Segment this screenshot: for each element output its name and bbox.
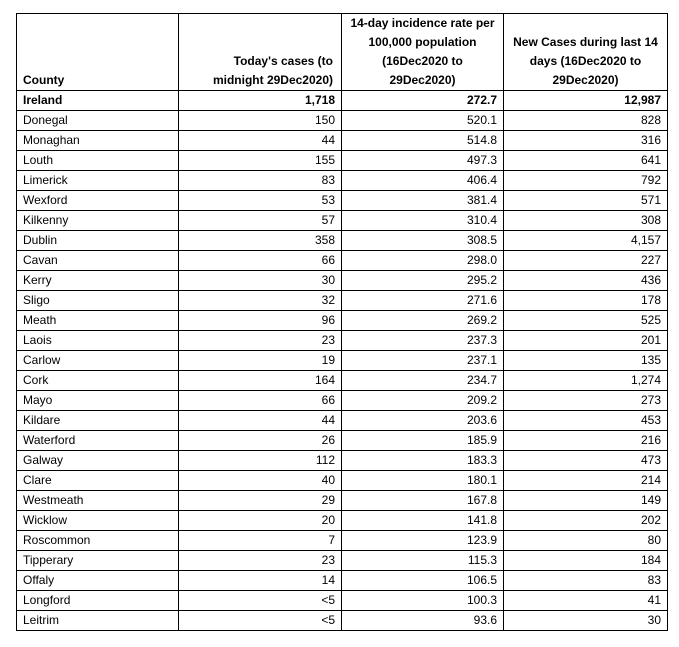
cell-county: Offaly (17, 571, 179, 591)
cell-incidence-rate: 234.7 (342, 371, 504, 391)
cell-incidence-rate: 272.7 (342, 91, 504, 111)
table-row (17, 231, 668, 251)
table-body (17, 91, 668, 631)
table-row (17, 431, 668, 451)
covid-county-table (16, 13, 668, 631)
table-row (17, 331, 668, 351)
cell-incidence-rate: 295.2 (342, 271, 504, 291)
column-header-todays-cases: Today's cases (to midnight 29Dec2020) (179, 14, 342, 91)
table-row (17, 471, 668, 491)
cell-new-cases-14-days: 178 (504, 291, 668, 311)
cell-new-cases-14-days: 273 (504, 391, 668, 411)
table-row (17, 511, 668, 531)
cell-incidence-rate: 237.3 (342, 331, 504, 351)
cell-county: Roscommon (17, 531, 179, 551)
cell-county: Donegal (17, 111, 179, 131)
cell-todays-cases: 32 (179, 291, 342, 311)
cell-county: Ireland (17, 91, 179, 111)
header-row (17, 14, 668, 91)
table-row (17, 151, 668, 171)
cell-todays-cases: 96 (179, 311, 342, 331)
cell-new-cases-14-days: 41 (504, 591, 668, 611)
cell-todays-cases: 23 (179, 331, 342, 351)
cell-todays-cases: 1,718 (179, 91, 342, 111)
cell-new-cases-14-days: 214 (504, 471, 668, 491)
column-header-incidence-rate: 14-day incidence rate per 100,000 population (16Dec2020 to 29Dec2020) (342, 14, 504, 91)
table-row (17, 411, 668, 431)
cell-new-cases-14-days: 216 (504, 431, 668, 451)
cell-county: Laois (17, 331, 179, 351)
cell-new-cases-14-days: 453 (504, 411, 668, 431)
cell-county: Kerry (17, 271, 179, 291)
cell-todays-cases: 19 (179, 351, 342, 371)
cell-county: Kilkenny (17, 211, 179, 231)
cell-county: Westmeath (17, 491, 179, 511)
cell-todays-cases: 7 (179, 531, 342, 551)
cell-incidence-rate: 237.1 (342, 351, 504, 371)
table-row (17, 251, 668, 271)
table-row (17, 351, 668, 371)
cell-incidence-rate: 93.6 (342, 611, 504, 631)
cell-todays-cases: 83 (179, 171, 342, 191)
cell-county: Waterford (17, 431, 179, 451)
cell-county: Kildare (17, 411, 179, 431)
cell-county: Wicklow (17, 511, 179, 531)
cell-county: Louth (17, 151, 179, 171)
cell-incidence-rate: 308.5 (342, 231, 504, 251)
cell-todays-cases: 40 (179, 471, 342, 491)
table-row (17, 271, 668, 291)
cell-county: Limerick (17, 171, 179, 191)
cell-todays-cases: 53 (179, 191, 342, 211)
cell-todays-cases: 29 (179, 491, 342, 511)
cell-incidence-rate: 203.6 (342, 411, 504, 431)
cell-todays-cases: 66 (179, 251, 342, 271)
cell-county: Longford (17, 591, 179, 611)
cell-incidence-rate: 180.1 (342, 471, 504, 491)
cell-todays-cases: 44 (179, 411, 342, 431)
table-row (17, 591, 668, 611)
cell-incidence-rate: 115.3 (342, 551, 504, 571)
table-row (17, 131, 668, 151)
cell-new-cases-14-days: 436 (504, 271, 668, 291)
cell-incidence-rate: 520.1 (342, 111, 504, 131)
table-row (17, 391, 668, 411)
cell-incidence-rate: 497.3 (342, 151, 504, 171)
cell-incidence-rate: 298.0 (342, 251, 504, 271)
cell-todays-cases: 30 (179, 271, 342, 291)
cell-county: Cork (17, 371, 179, 391)
cell-incidence-rate: 514.8 (342, 131, 504, 151)
cell-todays-cases: 44 (179, 131, 342, 151)
column-header-new-cases-14-days: New Cases during last 14 days (16Dec2020 to 29Dec2020) (504, 14, 668, 91)
table-row (17, 91, 668, 111)
cell-todays-cases: 155 (179, 151, 342, 171)
cell-new-cases-14-days: 135 (504, 351, 668, 371)
cell-county: Cavan (17, 251, 179, 271)
cell-incidence-rate: 406.4 (342, 171, 504, 191)
cell-new-cases-14-days: 4,157 (504, 231, 668, 251)
cell-county: Wexford (17, 191, 179, 211)
cell-todays-cases: 150 (179, 111, 342, 131)
cell-incidence-rate: 123.9 (342, 531, 504, 551)
table-row (17, 571, 668, 591)
cell-new-cases-14-days: 12,987 (504, 91, 668, 111)
cell-new-cases-14-days: 571 (504, 191, 668, 211)
cell-new-cases-14-days: 792 (504, 171, 668, 191)
cell-new-cases-14-days: 80 (504, 531, 668, 551)
cell-new-cases-14-days: 641 (504, 151, 668, 171)
cell-incidence-rate: 310.4 (342, 211, 504, 231)
cell-todays-cases: 66 (179, 391, 342, 411)
cell-new-cases-14-days: 473 (504, 451, 668, 471)
cell-todays-cases: 358 (179, 231, 342, 251)
cell-county: Tipperary (17, 551, 179, 571)
cell-todays-cases: 57 (179, 211, 342, 231)
cell-incidence-rate: 271.6 (342, 291, 504, 311)
cell-incidence-rate: 183.3 (342, 451, 504, 471)
cell-county: Leitrim (17, 611, 179, 631)
table-row (17, 111, 668, 131)
table-row (17, 171, 668, 191)
cell-todays-cases: <5 (179, 591, 342, 611)
cell-new-cases-14-days: 1,274 (504, 371, 668, 391)
cell-new-cases-14-days: 828 (504, 111, 668, 131)
cell-incidence-rate: 209.2 (342, 391, 504, 411)
cell-new-cases-14-days: 525 (504, 311, 668, 331)
cell-todays-cases: 164 (179, 371, 342, 391)
cell-county: Carlow (17, 351, 179, 371)
cell-new-cases-14-days: 201 (504, 331, 668, 351)
cell-new-cases-14-days: 30 (504, 611, 668, 631)
cell-todays-cases: 14 (179, 571, 342, 591)
table-row (17, 531, 668, 551)
cell-incidence-rate: 100.3 (342, 591, 504, 611)
cell-county: Mayo (17, 391, 179, 411)
cell-todays-cases: 112 (179, 451, 342, 471)
table-row (17, 371, 668, 391)
table-row (17, 611, 668, 631)
table-row (17, 491, 668, 511)
cell-new-cases-14-days: 316 (504, 131, 668, 151)
table-row (17, 291, 668, 311)
cell-todays-cases: 26 (179, 431, 342, 451)
table-row (17, 191, 668, 211)
cell-incidence-rate: 141.8 (342, 511, 504, 531)
cell-incidence-rate: 167.8 (342, 491, 504, 511)
table-row (17, 311, 668, 331)
cell-new-cases-14-days: 184 (504, 551, 668, 571)
cell-new-cases-14-days: 149 (504, 491, 668, 511)
cell-incidence-rate: 106.5 (342, 571, 504, 591)
cell-todays-cases: <5 (179, 611, 342, 631)
cell-todays-cases: 23 (179, 551, 342, 571)
cell-new-cases-14-days: 202 (504, 511, 668, 531)
table-row (17, 211, 668, 231)
cell-new-cases-14-days: 227 (504, 251, 668, 271)
cell-county: Galway (17, 451, 179, 471)
cell-county: Sligo (17, 291, 179, 311)
cell-county: Dublin (17, 231, 179, 251)
cell-incidence-rate: 269.2 (342, 311, 504, 331)
cell-todays-cases: 20 (179, 511, 342, 531)
cell-incidence-rate: 381.4 (342, 191, 504, 211)
cell-county: Meath (17, 311, 179, 331)
cell-new-cases-14-days: 308 (504, 211, 668, 231)
cell-new-cases-14-days: 83 (504, 571, 668, 591)
table-row (17, 451, 668, 471)
cell-county: Monaghan (17, 131, 179, 151)
column-header-county: County (17, 14, 179, 91)
cell-incidence-rate: 185.9 (342, 431, 504, 451)
table-row (17, 551, 668, 571)
cell-county: Clare (17, 471, 179, 491)
